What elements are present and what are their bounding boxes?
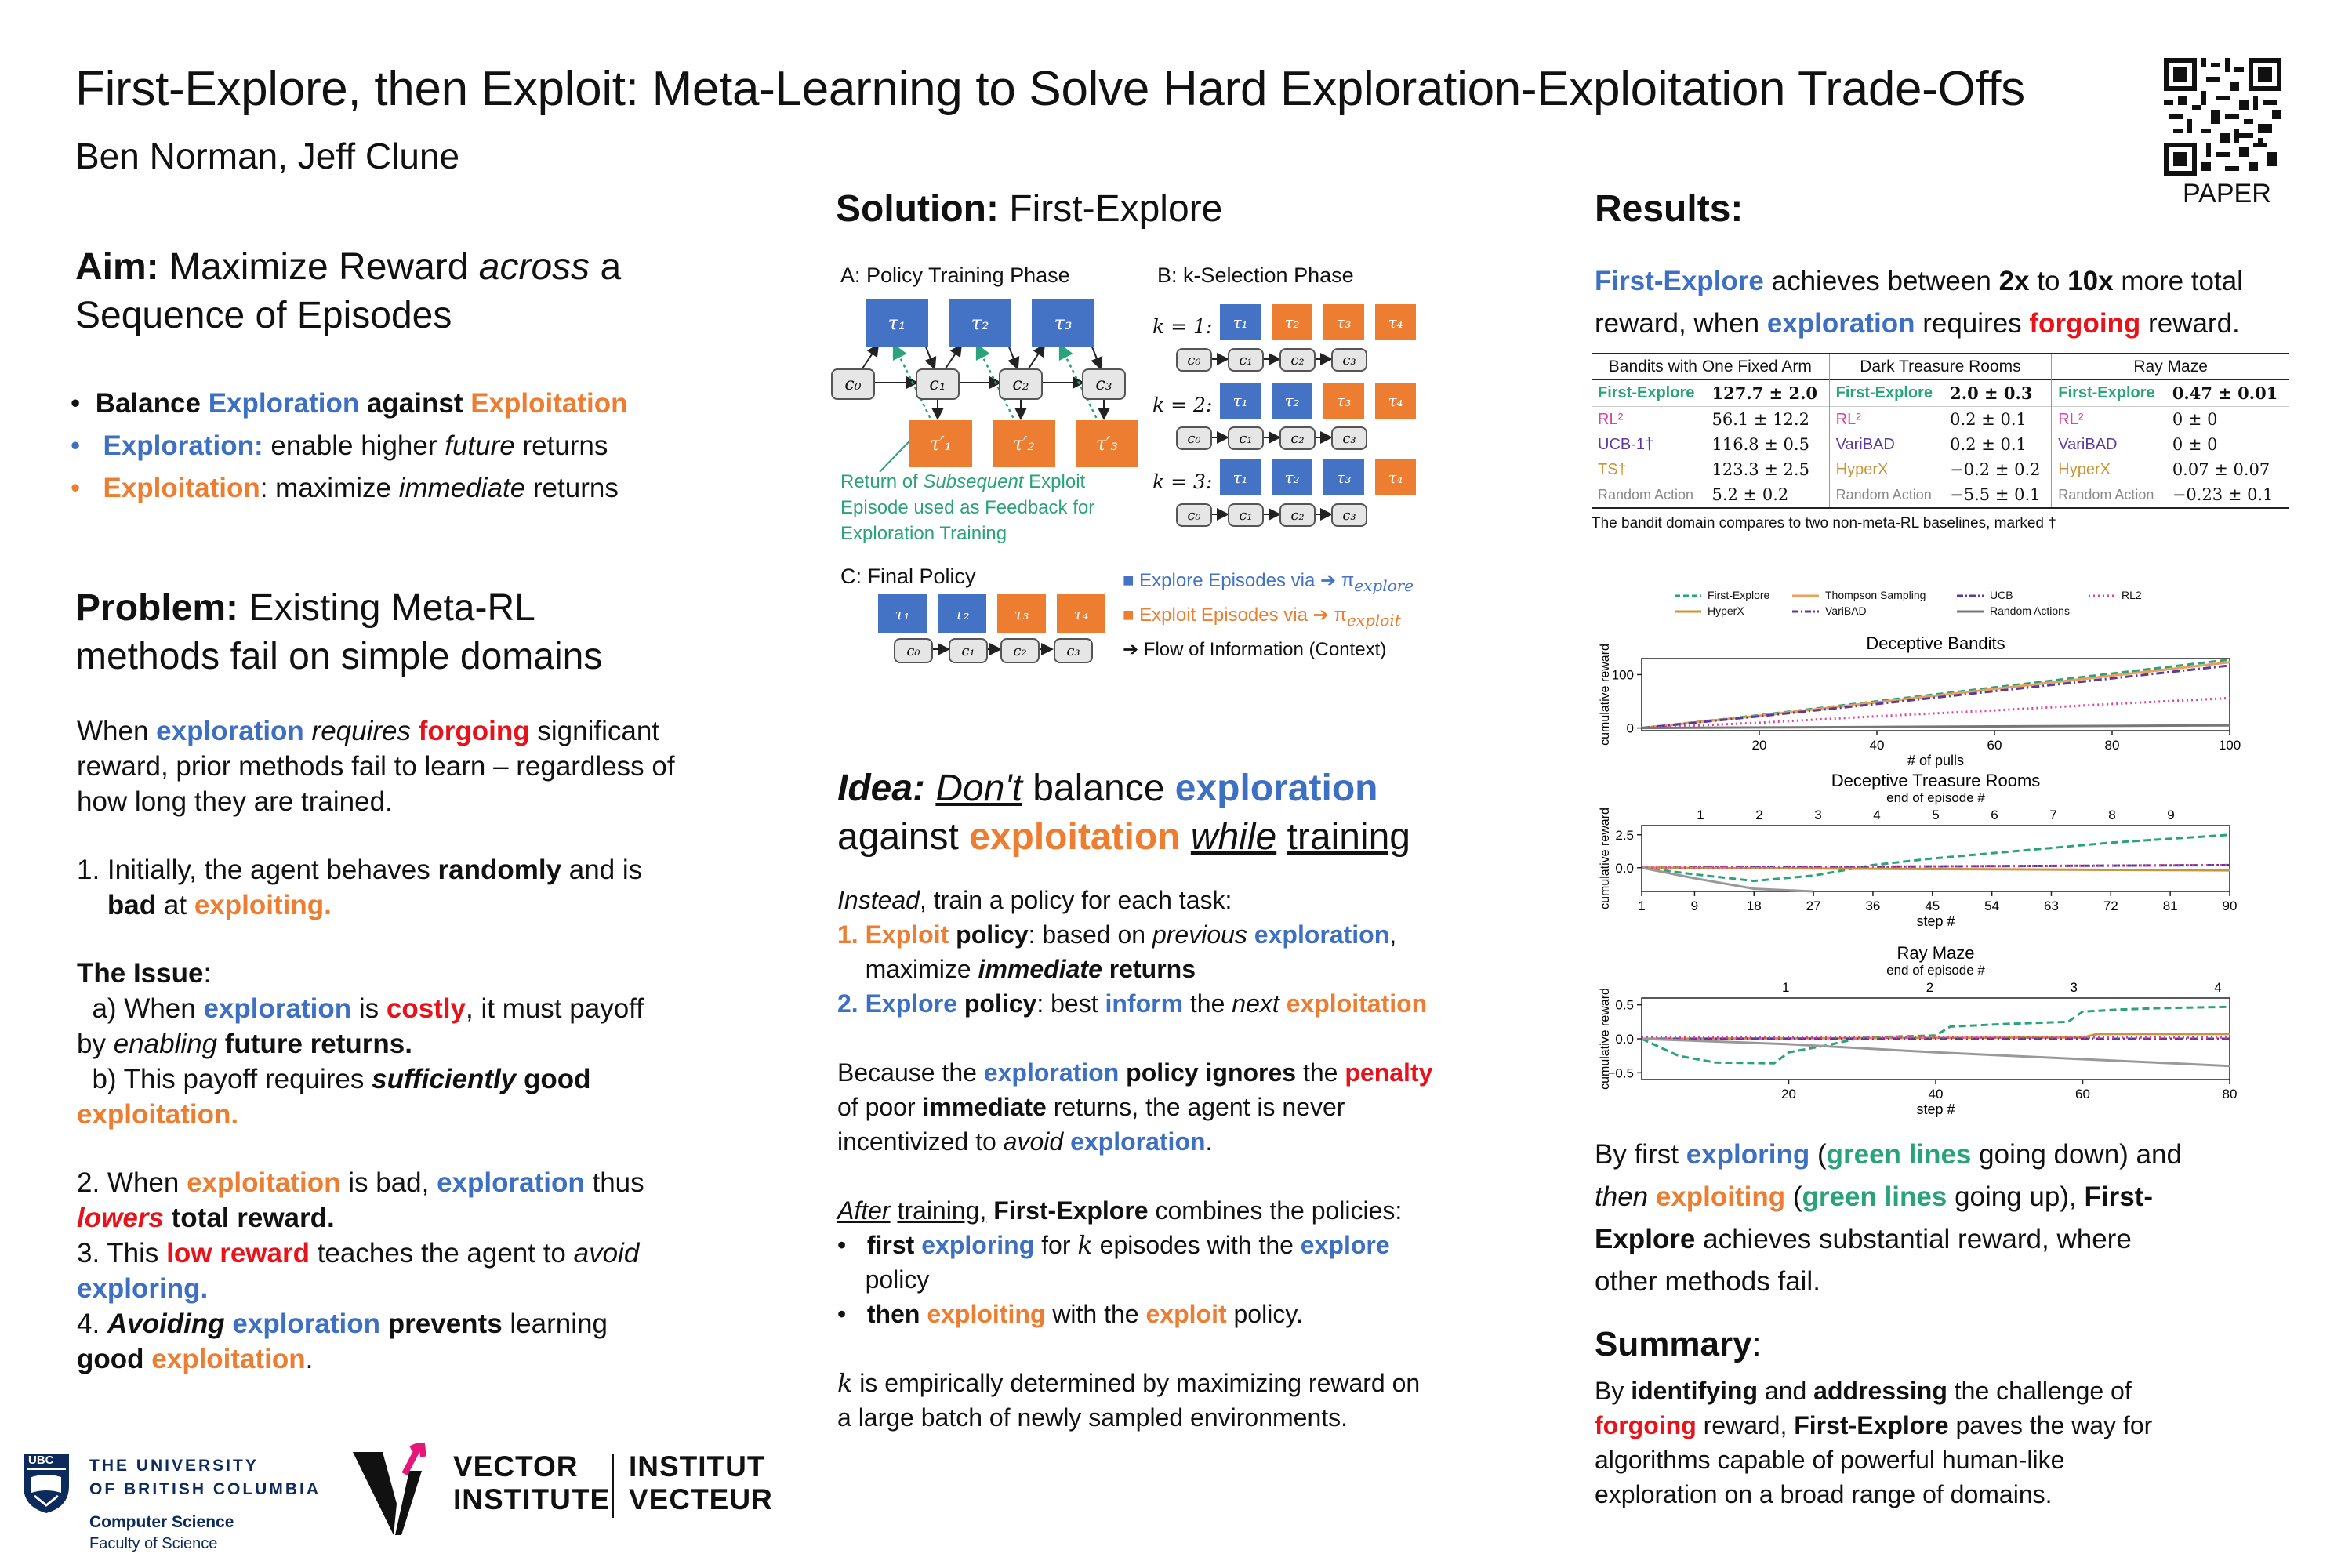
table-method-cell: VariBAD xyxy=(2052,432,2166,457)
chart-series-line xyxy=(1642,662,2230,728)
table-method-cell: First-Explore xyxy=(1829,380,1944,407)
chart-top-tick: 1 xyxy=(1782,980,1790,995)
legend-rl2: RL2 xyxy=(2122,589,2142,601)
k3-c3: c₃ xyxy=(1331,503,1367,527)
chart-xtick-label: 54 xyxy=(1984,898,2000,913)
k1-c1: c₁ xyxy=(1228,348,1264,372)
final-tau1: τ₁ xyxy=(878,594,927,633)
chart-ylabel: cumulative reward xyxy=(1599,988,1612,1090)
taup1-box: τ′₁ xyxy=(909,420,972,467)
chart-series-line xyxy=(1642,835,2230,881)
k2-label: k = 2: xyxy=(1152,394,1213,416)
chart-top-tick: 2 xyxy=(1926,980,1934,995)
final-tau4: τ₄ xyxy=(1057,594,1105,633)
chart-ytick-label: −0.5 xyxy=(1607,1065,1634,1081)
legend-first-explore: First-Explore xyxy=(1708,589,1770,601)
chart-xtick-label: 45 xyxy=(1925,898,1940,913)
table-note: The bandit domain compares to two non-meta-RL baselines, marked † xyxy=(1592,515,2056,532)
k3-c1: c₁ xyxy=(1228,503,1264,527)
chart-ytick-label: 0 xyxy=(1626,720,1634,736)
problem-body xyxy=(77,713,767,1377)
legend-random: Random Actions xyxy=(1990,604,2070,617)
table-value-cell: 0 ± 0 xyxy=(2172,435,2218,454)
chart-xtick-label: 18 xyxy=(1746,898,1762,913)
k3-tau4: τ₄ xyxy=(1375,459,1416,495)
chart-ytick-label: 0.5 xyxy=(1615,997,1634,1013)
chart-treasure-rooms xyxy=(1595,772,2245,929)
qr-code-icon xyxy=(2164,58,2281,176)
tau1-box: τ₁ xyxy=(866,299,928,347)
chart-xtick-label: 36 xyxy=(1865,898,1881,913)
aim-bullet-3: • Exploitation: maximize immediate returns xyxy=(71,473,619,503)
table-value-cell: 127.7 ± 2.0 xyxy=(1711,383,1817,403)
issue-heading: The Issue: xyxy=(77,958,212,989)
k1-c2: c₂ xyxy=(1279,348,1316,372)
chart-xtick-label: 72 xyxy=(2103,898,2118,913)
results-explanation: By first exploring (green lines going down) and then exploiting (green lines going up), First- Explore achieves substantial reward, where other methods fail. xyxy=(1595,1139,2182,1297)
problem-item-1: 1. Initially, the agent behaves randomly and is bad at exploiting. xyxy=(77,855,643,920)
k3-tau1: τ₁ xyxy=(1220,459,1261,495)
idea-item-1: 1. Exploit policy: based on previous exploration, maximize immediate returns xyxy=(837,920,1397,983)
table-value-cell: 0.2 ± 0.1 xyxy=(1950,410,2027,429)
chart-top-tick: 3 xyxy=(2070,980,2078,995)
k2-tau2: τ₂ xyxy=(1272,383,1312,419)
chart-ylabel: cumulative reward xyxy=(1599,644,1612,746)
chart-top-tick: 3 xyxy=(1814,808,1822,822)
chart-xlabel: step # xyxy=(1916,913,1955,929)
k1-tau1: τ₁ xyxy=(1220,304,1261,340)
chart-xtick-label: 40 xyxy=(1869,738,1885,753)
chart-series-line xyxy=(1642,725,2230,728)
chart-title: Ray Maze xyxy=(1896,945,1975,963)
results-summary: First-Explore achieves between 2x to 10x more total reward, when exploration requires forgoing reward. xyxy=(1595,266,2243,339)
chart-xtick-label: 100 xyxy=(2218,738,2241,753)
table-value-cell: −5.5 ± 0.1 xyxy=(1950,485,2041,504)
k2-c0: c₀ xyxy=(1176,426,1212,450)
vector-v-icon xyxy=(350,1443,436,1541)
k1-tau4: τ₄ xyxy=(1375,304,1416,340)
table-value-cell: 2.0 ± 0.3 xyxy=(1950,383,2033,403)
k2-tau3: τ₃ xyxy=(1323,383,1364,419)
chart-xtick-label: 27 xyxy=(1806,898,1821,913)
k2-tau1: τ₁ xyxy=(1220,383,1261,419)
table-method-cell: HyperX xyxy=(1829,457,1944,482)
table-value-cell: 0.47 ± 0.01 xyxy=(2172,383,2278,403)
problem-item-3: 3. This low reward teaches the agent to avoid exploring. xyxy=(77,1238,640,1304)
taup2-box: τ′₂ xyxy=(993,420,1055,467)
table-header-bandits: Bandits with One Fixed Arm xyxy=(1608,358,1812,376)
chart-ytick-label: 2.5 xyxy=(1615,827,1634,843)
method-diagram xyxy=(831,259,1474,698)
chart-title: Deceptive Bandits xyxy=(1866,633,2005,653)
k3-c0: c₀ xyxy=(1176,503,1212,527)
table-method-cell: Random Action xyxy=(1829,482,1944,508)
idea-paragraph-3: After training, First-Explore combines the policies: • first exploring for k episodes with the explore policy • then exploiting with the exploit policy. xyxy=(837,1196,1403,1328)
summary-heading: Summary: xyxy=(1595,1325,1762,1363)
authors: Ben Norman, Jeff Clune xyxy=(75,136,460,176)
k3-c2: c₂ xyxy=(1279,503,1316,527)
panel-b-label: B: k-Selection Phase xyxy=(1157,263,1354,287)
chart-xtick-label: 81 xyxy=(2162,898,2178,913)
chart-xtick-label: 80 xyxy=(2222,1087,2238,1102)
idea-paragraph-4: k is empirically determined by maximizing reward on a large batch of newly sampled environments. xyxy=(837,1368,1421,1432)
chart-top-tick: 1 xyxy=(1697,808,1704,822)
table-row xyxy=(1592,482,2289,508)
chart-xtick-label: 80 xyxy=(2104,738,2120,753)
table-row xyxy=(1592,432,2289,457)
table-method-cell: VariBAD xyxy=(1829,432,1944,457)
table-header-maze: Ray Maze xyxy=(2052,354,2289,380)
summary-body: By identifying and addressing the challenge of forgoing reward, First-Explore paves the way for algorithms capable of powerful human-like exploration on a broad range of domains. xyxy=(1595,1377,2153,1508)
table-method-cell: RL² xyxy=(2052,407,2166,433)
chart-xtick-label: 1 xyxy=(1638,898,1646,913)
problem-paragraph: When exploration requires forgoing significant reward, prior methods fail to learn – regardless of how long they are trained. xyxy=(77,716,675,817)
chart-xtick-label: 40 xyxy=(1928,1087,1944,1102)
k2-c1: c₁ xyxy=(1228,426,1264,450)
chart-series-line xyxy=(1642,868,2230,870)
k2-c2: c₂ xyxy=(1279,426,1316,450)
chart-xtick-label: 60 xyxy=(2075,1087,2090,1102)
table-value-cell: 123.3 ± 2.5 xyxy=(1711,460,1809,479)
ubc-logo: UBC THE UNIVERSITY OF BRITISH COLUMBIA Computer Science Faculty of Science xyxy=(22,1452,351,1562)
legend-varibad: VariBAD xyxy=(1825,604,1867,617)
chart-deceptive-bandits xyxy=(1595,627,2245,768)
c0-box: c₀ xyxy=(831,368,875,400)
table-method-cell: Random Action xyxy=(2052,482,2166,508)
vector-logo: VECTOR INSTITUTE INSTITUT VECTEUR xyxy=(350,1443,773,1544)
k3-tau2: τ₂ xyxy=(1272,459,1312,495)
table-header-rooms: Dark Treasure Rooms xyxy=(1829,354,2052,380)
chart-top-tick: 7 xyxy=(2049,808,2057,822)
chart-xlabel: step # xyxy=(1916,1102,1955,1117)
table-value-cell: −0.23 ± 0.1 xyxy=(2172,485,2274,504)
solution-heading: Solution: First-Explore xyxy=(836,188,1223,230)
legend-flow: ➔ Flow of Information (Context) xyxy=(1123,638,1387,660)
idea-heading: Idea: Don't balance exploration against exploitation while training xyxy=(837,768,1410,858)
chart-xtick-label: 60 xyxy=(1987,738,2002,753)
k1-c3: c₃ xyxy=(1331,348,1367,372)
table-method-cell: First-Explore xyxy=(2052,380,2166,407)
problem-item-2: 2. When exploitation is bad, exploration thus lowers total reward. xyxy=(77,1167,644,1233)
final-c2: c₂ xyxy=(1000,638,1040,663)
aim-bullet-2: • Exploration: enable higher future returns xyxy=(71,430,608,461)
chart-xlabel: # of pulls xyxy=(1907,753,1965,768)
chart-title: Deceptive Treasure Rooms xyxy=(1831,772,2041,790)
table-method-cell: First-Explore xyxy=(1598,384,1695,401)
table-value-cell: 0.07 ± 0.07 xyxy=(2172,460,2270,479)
results-table xyxy=(1592,353,2289,509)
taup3-box: τ′₃ xyxy=(1076,420,1138,467)
table-value-cell: 0 ± 0 xyxy=(2172,410,2218,429)
table-method-cell: RL² xyxy=(1598,410,1624,428)
idea-item-2: 2. Explore policy: best inform the next exploitation xyxy=(837,989,1428,1018)
chart-ytick-label: 0.0 xyxy=(1615,1032,1634,1047)
chart-top-tick: 6 xyxy=(1991,808,1998,822)
k3-tau3: τ₃ xyxy=(1323,459,1364,495)
chart-top-label: end of episode # xyxy=(1886,963,1985,978)
legend-ucb: UCB xyxy=(1990,589,2013,601)
chart-series-line xyxy=(1642,698,2230,728)
k3-label: k = 3: xyxy=(1152,470,1213,493)
chart-xtick-label: 20 xyxy=(1751,738,1767,753)
panel-c-label: C: Final Policy xyxy=(840,564,976,588)
table-value-cell: −0.2 ± 0.2 xyxy=(1950,460,2041,479)
chart-top-label: end of episode # xyxy=(1886,790,1985,805)
idea-instead: Instead, train a policy for each task: xyxy=(837,886,1232,914)
k2-c3: c₃ xyxy=(1331,426,1367,450)
table-value-cell: 56.1 ± 12.2 xyxy=(1711,410,1809,429)
legend-hyperx: HyperX xyxy=(1708,604,1744,617)
chart-xtick-label: 9 xyxy=(1690,898,1699,913)
final-tau3: τ₃ xyxy=(997,594,1046,633)
aim-heading: Aim: xyxy=(75,246,159,288)
chart-ytick-label: 100 xyxy=(1611,667,1634,683)
chart-top-tick: 4 xyxy=(2214,980,2222,995)
chart-top-tick: 4 xyxy=(1873,808,1881,822)
chart-ylabel: cumulative reward xyxy=(1599,808,1612,909)
c1-box: c₁ xyxy=(916,368,960,400)
chart-xtick-label: 20 xyxy=(1781,1087,1796,1102)
table-value-cell: 0.2 ± 0.1 xyxy=(1950,435,2027,454)
qr-code[interactable] xyxy=(2164,58,2281,176)
ubc-abbr: UBC xyxy=(28,1454,54,1467)
chart-ray-maze xyxy=(1595,945,2245,1117)
aim-bullet-1: • Balance Exploration against Exploitation xyxy=(71,388,628,419)
k1-tau3: τ₃ xyxy=(1323,304,1364,340)
chart-top-tick: 5 xyxy=(1932,808,1940,822)
legend-explore: ■ Explore Episodes via ➔ $\pi_{explore}$ xyxy=(1123,570,1414,595)
chart-frame xyxy=(1642,826,2230,891)
legend-exploit: ■ Exploit Episodes via ➔ $\pi_{exploit}$ xyxy=(1123,604,1401,630)
diagram-legend xyxy=(1123,566,1414,665)
final-c1: c₁ xyxy=(949,638,988,663)
problem-heading: Problem: xyxy=(75,587,239,629)
final-c0: c₀ xyxy=(894,638,933,663)
results-heading: Results: xyxy=(1595,188,1744,230)
final-c3: c₃ xyxy=(1054,638,1093,663)
chart-top-tick: 9 xyxy=(2167,808,2175,822)
chart-xtick-label: 63 xyxy=(2044,898,2059,913)
k2-tau4: τ₄ xyxy=(1375,383,1416,419)
page-title: First-Explore, then Exploit: Meta-Learning to Solve Hard Exploration-Exploitation Trade-Offs xyxy=(75,62,2025,116)
panel-a-label: A: Policy Training Phase xyxy=(840,263,1070,287)
k1-c0: c₀ xyxy=(1176,348,1212,372)
table-method-cell: HyperX xyxy=(2052,457,2166,482)
c3-box: c₃ xyxy=(1082,368,1126,400)
results-table-wrap xyxy=(1592,353,2289,532)
issue-a: a) When exploration is costly, it must payoff by enabling future returns. xyxy=(77,993,644,1059)
table-method-cell: UCB-1† xyxy=(1598,435,1654,453)
idea-body xyxy=(837,883,1496,1435)
issue-b: b) This payoff requires sufficiently good exploitation. xyxy=(77,1064,591,1130)
charts-legend xyxy=(1673,586,2238,621)
feedback-caption: Return of Subsequent Exploit Episode used as Feedback for Exploration Training xyxy=(840,471,1095,544)
k1-tau2: τ₂ xyxy=(1272,304,1312,340)
table-row xyxy=(1592,407,2289,433)
tau2-box: τ₂ xyxy=(949,299,1011,347)
table-row xyxy=(1592,457,2289,482)
chart-xtick-label: 90 xyxy=(2222,898,2238,913)
c2-box: c₂ xyxy=(999,368,1043,400)
problem-section: Problem: Existing Meta-RL methods fail on simple domains xyxy=(75,587,603,677)
k1-label: k = 1: xyxy=(1152,315,1213,338)
final-tau2: τ₂ xyxy=(938,594,986,633)
chart-ytick-label: 0.0 xyxy=(1615,860,1634,876)
chart-top-tick: 8 xyxy=(2108,808,2116,822)
table-method-cell: RL² xyxy=(1829,407,1944,433)
chart-top-tick: 2 xyxy=(1755,808,1763,822)
table-method-cell: Random Action xyxy=(1598,486,1694,503)
aim-section: Aim: Maximize Reward across a Sequence of Episodes xyxy=(75,246,622,336)
problem-item-4: 4. Avoiding exploration prevents learning good exploitation. xyxy=(77,1308,608,1374)
legend-thompson: Thompson Sampling xyxy=(1825,589,1926,601)
table-value-cell: 116.8 ± 0.5 xyxy=(1711,435,1809,454)
tau3-box: τ₃ xyxy=(1032,299,1094,347)
aim-bullets xyxy=(71,383,628,510)
qr-label: PAPER xyxy=(2183,179,2271,209)
table-row xyxy=(1592,380,2289,407)
table-value-cell: 5.2 ± 0.2 xyxy=(1711,485,1789,504)
idea-paragraph-2: Because the exploration policy ignores the penalty of poor immediate returns, the agent is never incentivized to avoid exploration. xyxy=(837,1058,1433,1156)
table-method-cell: TS† xyxy=(1598,460,1627,478)
